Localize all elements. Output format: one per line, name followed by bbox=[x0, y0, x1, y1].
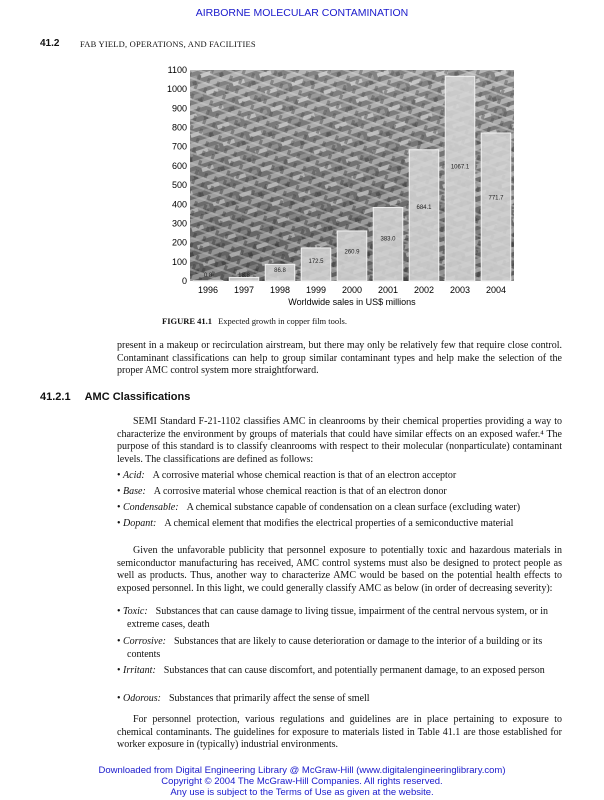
bar bbox=[193, 281, 223, 282]
bar bbox=[481, 133, 511, 281]
x-tick-label: 1997 bbox=[233, 285, 255, 295]
list-item-term: Irritant: bbox=[123, 665, 156, 676]
bar-2003 bbox=[445, 76, 475, 281]
list-item-text: A chemical substance capable of condensation on a clean surface (excluding water) bbox=[186, 502, 521, 513]
bar-1999 bbox=[301, 248, 331, 281]
footer-line-1: Downloaded from Digital Engineering Library @ McGraw-Hill (www.digitalengineeringlibrary.com) bbox=[98, 765, 506, 776]
section-number: 41.2.1 bbox=[40, 391, 71, 403]
bar-value-label: 0.8 bbox=[203, 273, 213, 279]
list-item-text: Substances that can cause damage to living tissue, impairment of the central nervous system, or in extreme cases, death bbox=[127, 606, 549, 630]
list-item-term: Odorous: bbox=[123, 693, 161, 704]
list-item-text: A chemical element that modifies the electrical properties of a semiconductive material bbox=[164, 518, 514, 529]
bar-1998 bbox=[265, 264, 295, 281]
list-item-text: Substances that can cause discomfort, and potentially permanent damage, to an exposed person bbox=[163, 665, 545, 676]
bar-2004 bbox=[481, 133, 511, 281]
list-item: • Condensable: A chemical substance capable of condensation on a clean surface (excluding water) bbox=[117, 502, 521, 513]
bar bbox=[445, 76, 475, 281]
bar bbox=[409, 150, 439, 281]
y-tick-label: 300 bbox=[171, 218, 187, 229]
bar bbox=[337, 231, 367, 281]
bar-value-label: 1067.1 bbox=[450, 164, 470, 171]
list-item-term: Corrosive: bbox=[123, 636, 166, 647]
list-item-term: Toxic: bbox=[123, 606, 148, 617]
bar-value-label: 18.8 bbox=[238, 273, 250, 279]
section-title: AMC Classifications bbox=[84, 391, 191, 403]
list-item-text: A corrosive material whose chemical reaction is that of an electron donor bbox=[153, 486, 447, 497]
y-tick-label: 500 bbox=[171, 180, 187, 191]
x-tick-label: 2000 bbox=[341, 285, 363, 295]
x-axis-label: Worldwide sales in US$ millions bbox=[288, 297, 416, 307]
y-tick-label: 600 bbox=[171, 160, 187, 171]
figure-number: FIGURE 41.1 bbox=[162, 316, 213, 326]
bar-value-label: 260.9 bbox=[344, 249, 360, 256]
x-tick-label: 2001 bbox=[377, 285, 399, 295]
footer-line-2: Copyright © 2004 The McGraw-Hill Companies. All rights reserved. bbox=[161, 776, 443, 787]
list-item-term: Base: bbox=[123, 486, 146, 497]
x-axis bbox=[198, 285, 506, 295]
list-item-term: Condensable: bbox=[123, 502, 179, 513]
y-axis bbox=[167, 65, 187, 286]
x-tick-label: 1998 bbox=[269, 285, 291, 295]
footer-notice bbox=[0, 765, 604, 798]
x-tick-label: 2004 bbox=[485, 285, 507, 295]
y-tick-label: 900 bbox=[171, 103, 187, 114]
x-tick-label: 2002 bbox=[413, 285, 435, 295]
top-banner: AIRBORNE MOLECULAR CONTAMINATION bbox=[195, 7, 409, 19]
paragraph-1: present in a makeup or recirculation airstream, but there may only be relatively few that require close control. Contaminant classifications can help to group similar contaminant types and help make the selection of the proper AMC control system more straightforward. bbox=[117, 340, 562, 377]
list-item-text: A corrosive material whose chemical reaction is that of an electron acceptor bbox=[152, 470, 457, 481]
bar bbox=[373, 208, 403, 281]
list-item: • Toxic: Substances that can cause damage to living tissue, impairment of the central nervous system, or in extreme cases, death bbox=[117, 606, 549, 630]
bar-value-label: 86.8 bbox=[274, 267, 286, 274]
list-item: • Dopant: A chemical element that modifies the electrical properties of a semiconductive material bbox=[117, 518, 514, 529]
list-item: • Acid: A corrosive material whose chemical reaction is that of an electron acceptor bbox=[117, 470, 457, 481]
bar-2002 bbox=[409, 150, 439, 281]
y-tick-label: 700 bbox=[171, 141, 187, 152]
bar-2001 bbox=[373, 208, 403, 281]
y-tick-label: 1100 bbox=[167, 65, 187, 75]
copper-film-tools-chart bbox=[150, 62, 520, 310]
y-tick-label: 800 bbox=[171, 122, 187, 133]
y-tick-label: 200 bbox=[171, 237, 187, 248]
list-item: • Base: A corrosive material whose chemical reaction is that of an electron donor bbox=[117, 486, 447, 497]
running-head: FAB YIELD, OPERATIONS, AND FACILITIES bbox=[80, 39, 256, 49]
bar-value-label: 383.0 bbox=[380, 236, 396, 243]
list-item: • Corrosive: Substances that are likely to cause deterioration or damage to the interior of a building or its contents bbox=[117, 636, 543, 660]
paragraph-4: For personnel protection, various regulations and guidelines are in place pertaining to exposure to chemical contaminants. The guidelines for exposure to materials listed in Table 41.1 are those established for worker exposure in (typically) industrial environments. bbox=[117, 714, 562, 751]
x-tick-label: 1999 bbox=[305, 285, 327, 295]
list-item-text: Substances that primarily affect the sense of smell bbox=[168, 693, 370, 704]
y-tick-label: 100 bbox=[171, 256, 187, 267]
y-tick-label: 1000 bbox=[166, 84, 187, 95]
paragraph-3: Given the unfavorable publicity that personnel exposure to potentially toxic and hazardous materials in semiconductor manufacturing has received, AMC control systems must also be designed to protect people as well as products. Thus, another way to characterize AMC would be based on the potential health effects to exposed personnel. In this light, we could generally classify AMC as below (in order of decreasing severity): bbox=[117, 545, 562, 594]
bar-value-label: 771.7 bbox=[488, 195, 504, 202]
page-number: 41.2 bbox=[40, 38, 60, 49]
list-item-term: Dopant: bbox=[123, 518, 157, 529]
y-tick-label: 400 bbox=[171, 199, 187, 210]
x-tick-label: 1996 bbox=[197, 285, 219, 295]
footer-line-3: Any use is subject to the Terms of Use as given at the website. bbox=[170, 787, 434, 798]
bar-value-label: 684.1 bbox=[416, 204, 432, 211]
figure-caption-text: Expected growth in copper film tools. bbox=[218, 316, 347, 326]
list-item-text: Substances that are likely to cause deterioration or damage to the interior of a building or its contents bbox=[127, 636, 543, 660]
bar-value-label: 172.5 bbox=[308, 258, 324, 265]
list-item: • Irritant: Substances that can cause discomfort, and potentially permanent damage, to an exposed person bbox=[117, 665, 545, 676]
list-item-term: Acid: bbox=[123, 470, 145, 481]
section-heading bbox=[40, 391, 204, 403]
list-item: • Odorous: Substances that primarily affect the sense of smell bbox=[117, 693, 370, 704]
x-tick-label: 2003 bbox=[449, 285, 471, 295]
bar-2000 bbox=[337, 231, 367, 281]
paragraph-2: SEMI Standard F-21-1102 classifies AMC in cleanrooms by their chemical properties providing a way to characterize the environment by groups of materials that could have similar effects on an exposed wafer.⁴ The purpose of this standard is to classify cleanrooms with respect to their molecular (nonparticulate) contaminant levels. The classifications are defined as follows: bbox=[117, 416, 562, 465]
figure-caption bbox=[162, 316, 347, 326]
y-tick-label: 0 bbox=[181, 276, 187, 286]
